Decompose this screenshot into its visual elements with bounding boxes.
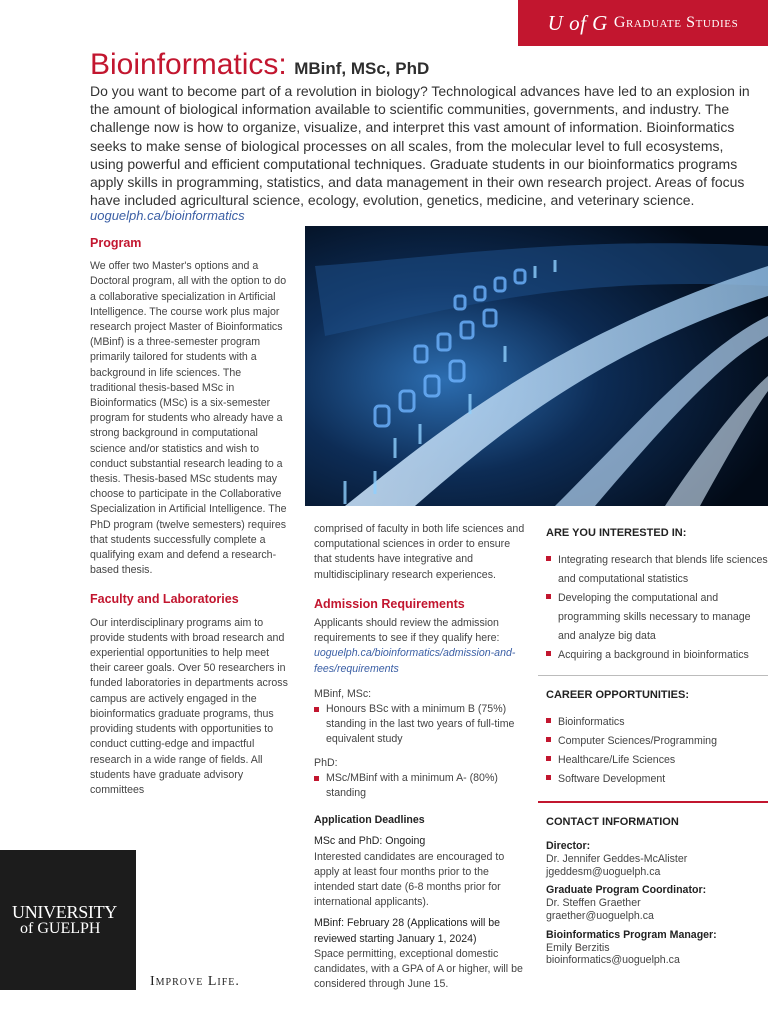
tagline: Improve Life. (150, 974, 240, 989)
director-role: Director: (546, 840, 591, 852)
list-item (546, 732, 768, 751)
dna-binary-hero-image (305, 226, 768, 506)
mbinf-msc-label: MBinf, MSc: (314, 687, 372, 700)
banner-prefix: U of G (547, 10, 608, 35)
title-degrees: MBinf, MSc, PhD (294, 59, 430, 78)
program-heading: Program (90, 236, 142, 250)
admission-body: Applicants should review the admission requirements to see if they qualify here: (314, 617, 500, 645)
contact-heading: CONTACT INFORMATION (546, 816, 679, 828)
bullet-square-icon (546, 594, 551, 599)
list-item (546, 770, 768, 789)
bullet-square-icon (314, 776, 319, 781)
bullet-square-icon (546, 737, 551, 742)
bullet-square-icon (546, 556, 551, 561)
coordinator-name: Dr. Steffen Graether (546, 897, 641, 910)
faculty-body-continued: comprised of faculty in both life sciences and computational sciences in order to ensure that students have integrative and multidisciplinary research experiences. (314, 523, 525, 581)
left-column (90, 236, 290, 812)
list-item (314, 702, 526, 748)
list-item (546, 751, 768, 770)
list-item (546, 551, 768, 589)
bullet-square-icon (546, 651, 551, 656)
intro-paragraph: Do you want to become part of a revolution in biology? Technological advances have led to an explosion in the amount of biological information available to scientific communities, governments, and industry. The challenge now is how to organize, visualize, and interpret this vast amount of information. Bioinformatics seeks to make sense of biological processes on all scales, from the molecular level to full ecosystems, using powerful and efficient computational techniques. Graduate students in our bioinformatics programs apply skills in programming, statistics, and data management in their own research project. Areas of focus have included agricultural science, ecology, evolution, genetics, medicine, and veterinary science. (90, 83, 750, 209)
faculty-heading: Faculty and Laboratories (90, 592, 239, 607)
page-title (90, 48, 429, 82)
coordinator-role: Graduate Program Coordinator: (546, 884, 707, 897)
divider (538, 801, 768, 803)
deadlines-heading: Application Deadlines (314, 814, 425, 827)
divider (538, 675, 768, 676)
university-logo (0, 850, 136, 990)
mbinf-requirement: Honours BSc with a minimum B (75%) standing in the last two years of full-time equivalent study (326, 703, 515, 746)
phd-requirement: MSc/MBinf with a minimum A- (80%) standing (326, 771, 498, 800)
right-column (538, 524, 768, 967)
program-body: We offer two Master's options and a Doctoral program, all with the option to do a collaborative specialization in Artificial Intelligence. The course work plus major research project Master of Bioinformatics (MBinf) is a three-semester program primarily tailored for students with a background in life sciences. The traditional thesis-based MSc in Bioinformatics (MSc) is a six-semester program for students who already have a strong background in computational science and/or statistics and wish to conduct substantial research leading to a thesis. Thesis-based MSc students may choose to participate in the Collaborative Specialization in Artificial Intelligence. The PhD program (twelve semesters) requires that students successfully complete a qualifying exam and defend a research-based thesis. (90, 260, 287, 577)
msc-phd-deadline-body: Interested candidates are encouraged to apply at least four months prior to the intended start date (6-8 months prior for international applicants). (314, 850, 505, 909)
bullet-square-icon (546, 775, 551, 780)
career-item: Computer Sciences/Programming (558, 735, 717, 747)
graduate-studies-banner (518, 0, 768, 46)
title-main: Bioinformatics: (90, 48, 287, 81)
interested-heading: ARE YOU INTERESTED IN: (546, 527, 687, 539)
manager-role: Bioinformatics Program Manager: (546, 928, 717, 941)
interest-item: Acquiring a background in bioinformatics (558, 649, 749, 661)
bullet-square-icon (314, 707, 319, 712)
logo-line-1: UNIVERSITY (12, 902, 117, 922)
list-item (314, 771, 526, 801)
career-item: Bioinformatics (558, 716, 625, 728)
coordinator-email[interactable]: graether@uoguelph.ca (546, 909, 654, 922)
career-item: Software Development (558, 773, 666, 785)
interest-item: Integrating research that blends life sciences and computational statistics (558, 554, 768, 585)
manager-name: Emily Berzitis (546, 941, 610, 954)
mbinf-deadline-body: Space permitting, exceptional domestic candidates, with a GPA of A or higher, will be considered through June 15. (314, 947, 523, 991)
program-website-link[interactable]: uoguelph.ca/bioinformatics (90, 208, 245, 223)
middle-column (314, 522, 526, 992)
career-item: Healthcare/Life Sciences (558, 754, 676, 766)
phd-label: PhD: (314, 756, 338, 769)
manager-email[interactable]: bioinformatics@uoguelph.ca (546, 954, 680, 967)
interest-item: Developing the computational and programming skills necessary to manage and analyze big data (558, 592, 751, 642)
mbinf-deadline: MBinf: February 28 (Applications will be reviewed starting January 1, 2024) (314, 917, 501, 945)
msc-phd-deadline: MSc and PhD: Ongoing (314, 835, 426, 848)
admission-requirements-link[interactable]: uoguelph.ca/bioinformatics/admission-and-fees/requirements (314, 647, 516, 675)
logo-line-2: of GUELPH (20, 920, 101, 937)
director-email[interactable]: jgeddesm@uoguelph.ca (546, 865, 661, 878)
bullet-square-icon (546, 718, 551, 723)
director-name: Dr. Jennifer Geddes-McAlister (546, 852, 688, 865)
careers-heading: CAREER OPPORTUNITIES: (546, 689, 690, 701)
banner-label: Graduate Studies (613, 14, 739, 31)
list-item (546, 713, 768, 732)
list-item (546, 589, 768, 646)
bullet-square-icon (546, 756, 551, 761)
list-item (546, 646, 768, 665)
contact-block (546, 840, 768, 967)
admission-heading: Admission Requirements (314, 596, 465, 611)
faculty-body: Our interdisciplinary programs aim to provide students with broad research and experiential opportunities to help meet their career goals. Over 50 researchers in funded laboratories in departments across campus are actively engaged in the bioinformatics graduate programs, thus providing students with opportunities to conduct cutting-edge and impactful research in a wide range of fields. All students have graduate advisory committees (90, 616, 288, 796)
